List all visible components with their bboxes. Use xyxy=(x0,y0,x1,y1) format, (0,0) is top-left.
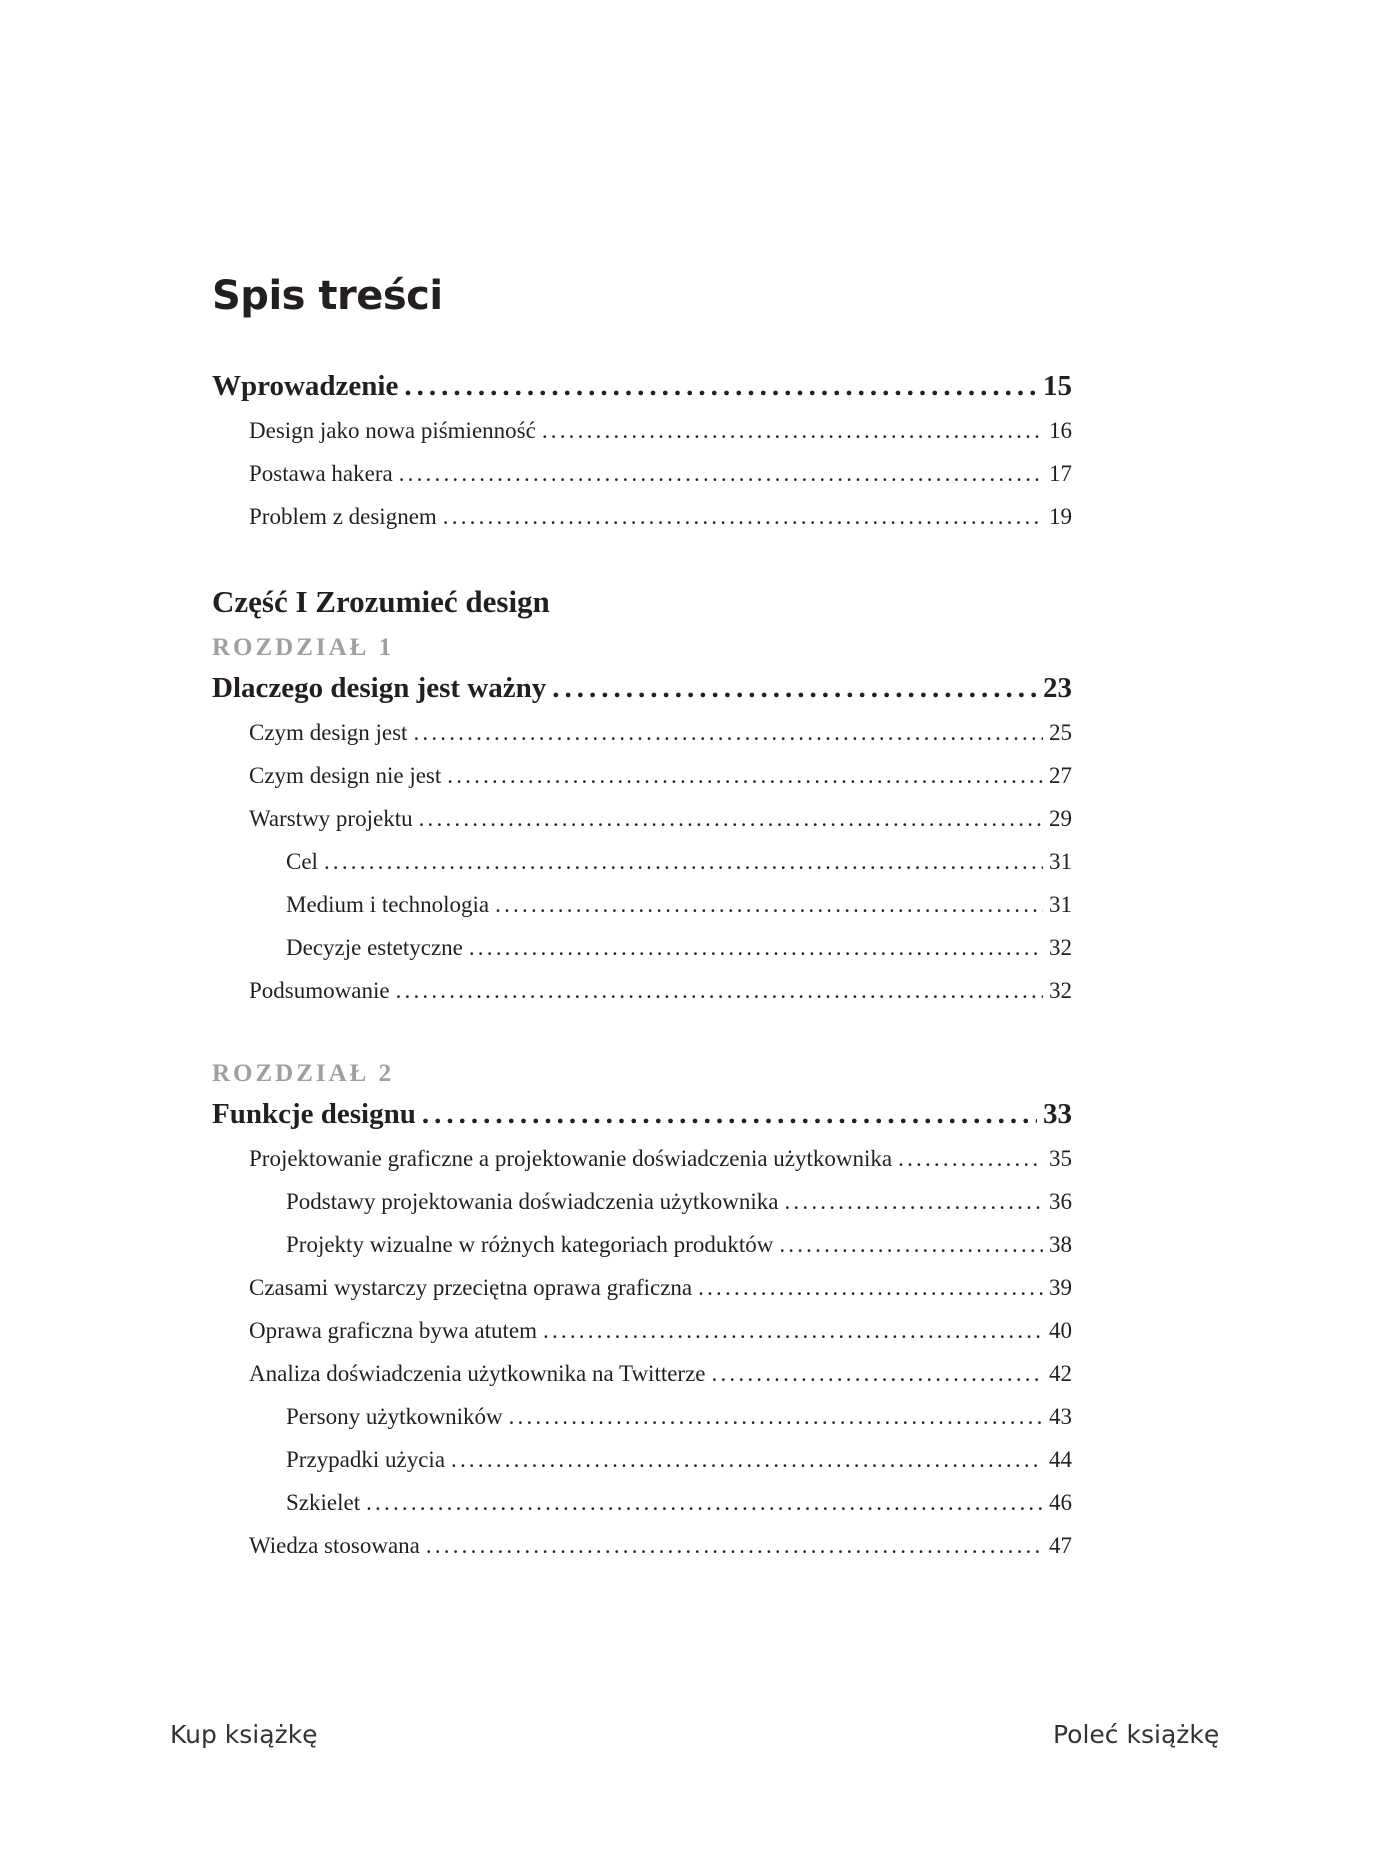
dot-leader xyxy=(396,978,1043,1004)
toc-entry-label: Czasami wystarczy przeciętna oprawa graficzna xyxy=(249,1275,693,1300)
dot-leader xyxy=(898,1146,1043,1172)
toc-entry-label: Cel xyxy=(286,849,318,874)
toc-entry[interactable] xyxy=(212,935,1072,961)
toc-entry-label: Podsumowanie xyxy=(249,978,390,1003)
toc-entry[interactable] xyxy=(212,720,1072,746)
toc-entry-page: 36 xyxy=(1049,1189,1072,1214)
toc-entry-page: 42 xyxy=(1049,1361,1072,1386)
dot-leader xyxy=(698,1275,1043,1301)
toc-entry[interactable] xyxy=(212,1146,1072,1172)
toc-entry[interactable] xyxy=(212,1404,1072,1430)
toc-entry[interactable] xyxy=(212,504,1072,530)
toc-entry-page: 38 xyxy=(1049,1232,1072,1257)
toc-entry-label: Design jako nowa piśmienność xyxy=(249,418,536,443)
dot-leader xyxy=(366,1490,1043,1516)
dot-leader xyxy=(419,806,1043,832)
toc-entry-label: Czym design nie jest xyxy=(249,763,442,788)
toc-entry[interactable] xyxy=(212,763,1072,789)
toc-entry-page: 19 xyxy=(1049,504,1072,529)
dot-leader xyxy=(784,1189,1043,1215)
toc-entry[interactable] xyxy=(212,1447,1072,1473)
dot-leader xyxy=(495,892,1043,918)
toc-entry-chapter-2[interactable] xyxy=(212,1098,1072,1131)
toc-entry-page: 32 xyxy=(1049,978,1072,1003)
toc-entry-label: Wiedza stosowana xyxy=(249,1533,420,1558)
toc-entry-label: Podstawy projektowania doświadczenia użytkownika xyxy=(286,1189,779,1214)
chapter-kicker: ROZDZIAŁ 2 xyxy=(212,1060,395,1087)
dot-leader xyxy=(451,1447,1043,1473)
toc-entry-page: 46 xyxy=(1049,1490,1072,1515)
toc-entry[interactable] xyxy=(212,1189,1072,1215)
part-heading: Część I Zrozumieć design xyxy=(212,584,550,619)
toc-entry-label: Funkcje designu xyxy=(212,1098,416,1130)
toc-entry-label: Czym design jest xyxy=(249,720,408,745)
toc-entry[interactable] xyxy=(212,892,1072,918)
toc-entry-label: Warstwy projektu xyxy=(249,806,413,831)
dot-leader xyxy=(712,1361,1043,1387)
toc-entry-page: 47 xyxy=(1049,1533,1072,1558)
toc-entry[interactable] xyxy=(212,806,1072,832)
page-title: Spis treści xyxy=(212,273,443,319)
dot-leader xyxy=(469,935,1043,961)
toc-entry-label: Problem z designem xyxy=(249,504,437,529)
chapter-kicker: ROZDZIAŁ 1 xyxy=(212,634,395,661)
toc-entry-page: 39 xyxy=(1049,1275,1072,1300)
toc-entry-page: 43 xyxy=(1049,1404,1072,1429)
dot-leader xyxy=(447,763,1043,789)
toc-entry-page: 35 xyxy=(1049,1146,1072,1171)
toc-entry-page: 33 xyxy=(1043,1098,1072,1130)
toc-entry-page: 44 xyxy=(1049,1447,1072,1472)
toc-entry[interactable] xyxy=(212,1490,1072,1516)
toc-entry-page: 25 xyxy=(1049,720,1072,745)
toc-entry[interactable] xyxy=(212,1318,1072,1344)
buy-book-link[interactable]: Kup książkę xyxy=(170,1720,318,1749)
recommend-book-link[interactable]: Poleć książkę xyxy=(1053,1720,1220,1749)
dot-leader xyxy=(552,672,1037,705)
toc-entry-page: 31 xyxy=(1049,892,1072,917)
toc-entry-label: Oprawa graficzna bywa atutem xyxy=(249,1318,537,1343)
toc-entry-label: Analiza doświadczenia użytkownika na Twitterze xyxy=(249,1361,706,1386)
toc-entry-chapter-1[interactable] xyxy=(212,672,1072,705)
toc-entry-label: Persony użytkowników xyxy=(286,1404,503,1429)
toc-entry[interactable] xyxy=(212,1232,1072,1258)
dot-leader xyxy=(426,1533,1043,1559)
toc-entry-label: Przypadki użycia xyxy=(286,1447,446,1472)
dot-leader xyxy=(404,370,1037,403)
dot-leader xyxy=(443,504,1043,530)
toc-entry-page: 40 xyxy=(1049,1318,1072,1343)
toc-entry-page: 32 xyxy=(1049,935,1072,960)
toc-entry-page: 15 xyxy=(1043,370,1072,402)
toc-entry-page: 31 xyxy=(1049,849,1072,874)
dot-leader xyxy=(324,849,1043,875)
toc-entry[interactable] xyxy=(212,849,1072,875)
dot-leader xyxy=(399,461,1043,487)
toc-entry-label: Postawa hakera xyxy=(249,461,393,486)
toc-entry[interactable] xyxy=(212,1533,1072,1559)
dot-leader xyxy=(422,1098,1037,1131)
dot-leader xyxy=(543,1318,1043,1344)
toc-entry-page: 27 xyxy=(1049,763,1072,788)
toc-entry-page: 23 xyxy=(1043,672,1072,704)
dot-leader xyxy=(779,1232,1043,1258)
toc-entry[interactable] xyxy=(212,1275,1072,1301)
toc-entry-page: 16 xyxy=(1049,418,1072,443)
toc-entry-intro[interactable] xyxy=(212,370,1072,403)
toc-entry-label: Medium i technologia xyxy=(286,892,490,917)
toc-entry-label: Decyzje estetyczne xyxy=(286,935,463,960)
toc-entry-label: Dlaczego design jest ważny xyxy=(212,672,547,704)
toc-entry-label: Szkielet xyxy=(286,1490,361,1515)
toc-entry[interactable] xyxy=(212,1361,1072,1387)
toc-entry-label: Projektowanie graficzne a projektowanie doświadczenia użytkownika xyxy=(249,1146,893,1171)
toc-entry-label: Wprowadzenie xyxy=(212,370,399,402)
toc-entry-page: 29 xyxy=(1049,806,1072,831)
dot-leader xyxy=(542,418,1043,444)
dot-leader xyxy=(413,720,1043,746)
toc-entry[interactable] xyxy=(212,418,1072,444)
toc-entry-page: 17 xyxy=(1049,461,1072,486)
toc-entry[interactable] xyxy=(212,461,1072,487)
dot-leader xyxy=(509,1404,1043,1430)
toc-entry[interactable] xyxy=(212,978,1072,1004)
toc-entry-label: Projekty wizualne w różnych kategoriach produktów xyxy=(286,1232,774,1257)
